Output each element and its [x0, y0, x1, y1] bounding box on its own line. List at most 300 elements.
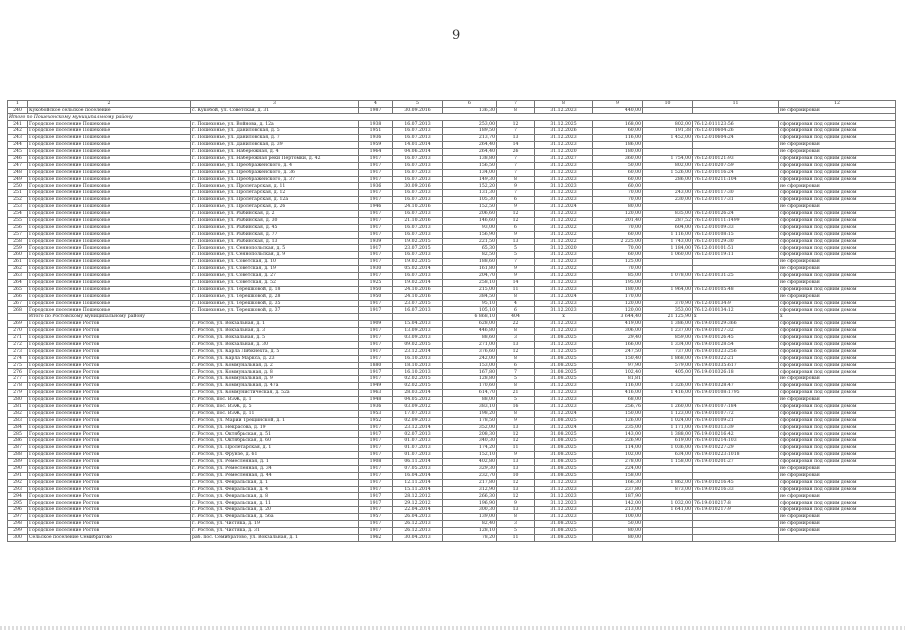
residents-cell: 7	[497, 128, 535, 135]
row-number-cell: 246	[8, 155, 28, 162]
amount-cell: 120,00	[593, 210, 643, 217]
municipality-cell: Городское поселение Пошехонье	[28, 176, 191, 183]
residents-cell: 3	[497, 521, 535, 528]
amount-cell: 419,00	[593, 321, 643, 328]
resettlement-date-cell: 31.12.2023	[535, 135, 593, 142]
recognition-date-cell: 19.02.2015	[393, 259, 443, 266]
address-cell: с. Кукобой, ул. Советская, д. 31	[191, 107, 359, 114]
residents-cell: 8	[497, 514, 535, 521]
resettlement-date-cell: 31.12.2020	[535, 245, 593, 252]
year-built-cell: 1917	[359, 231, 393, 238]
page-number: 9	[452, 28, 461, 43]
recognition-date-cell: 07.05.2013	[393, 465, 443, 472]
address-cell: г. Ростов, ул. Вокзальная, д. 5	[191, 334, 359, 341]
residents-cell: 4	[497, 300, 535, 307]
cadastral-number-cell: 76:12:010129:30	[693, 238, 779, 245]
cadastral-number-cell: 76:12:010119:11	[693, 252, 779, 259]
table-row	[8, 465, 896, 472]
year-built-cell: 1917	[359, 197, 393, 204]
amount-cell: 120,00	[593, 300, 643, 307]
resettlement-date-cell: 31.12.2023	[535, 162, 593, 169]
row-number-cell: 275	[8, 362, 28, 369]
land-area-cell: 1 158,00	[643, 459, 693, 466]
year-built-cell: 1917	[359, 162, 393, 169]
area-cell: 93,00	[443, 224, 497, 231]
recognition-date-cell: 04.05.2012	[393, 397, 443, 404]
year-built-cell: 1917	[359, 452, 393, 459]
resettlement-date-cell: 31.08.2025	[535, 431, 593, 438]
resettlement-date-cell: 31.12.2022	[535, 231, 593, 238]
land-status-cell: сформирован под одним домом	[779, 507, 896, 514]
resettlement-date-cell: 31.08.2025	[535, 452, 593, 459]
recognition-date-cell: 03.09.2013	[393, 334, 443, 341]
table-row	[8, 197, 896, 204]
residents-cell: 8	[497, 410, 535, 417]
municipality-cell: Городское поселение Пошехонье	[28, 217, 191, 224]
municipality-cell: Городское поселение Ростов	[28, 390, 191, 397]
area-cell: 65,30	[443, 245, 497, 252]
amount-cell: 102,00	[593, 452, 643, 459]
recognition-date-cell: 02.02.2015	[393, 383, 443, 390]
residents-cell: 5	[497, 527, 535, 534]
land-area-cell	[643, 266, 693, 273]
resettlement-date-cell: 31.12.2026	[535, 128, 593, 135]
address-cell: г. Пошехонье, ул. Советская, д. 27	[191, 272, 359, 279]
year-built-cell: 1917	[359, 472, 393, 479]
recognition-date-cell: 04.06.2014	[393, 148, 443, 155]
cadastral-number-cell: 76:12:010101:51	[693, 245, 779, 252]
amount-cell: 100,00	[593, 514, 643, 521]
municipality-cell: Городское поселение Ростов	[28, 431, 191, 438]
resettlement-date-cell: 31.12.2020	[535, 148, 593, 155]
resettlement-date-cell: 31.12.2023	[535, 390, 593, 397]
land-status-cell: сформирован под одним домом	[779, 307, 896, 314]
land-status-cell: не сформирован	[779, 472, 896, 479]
residents-cell: 11	[497, 286, 535, 293]
area-cell: 217,80	[443, 479, 497, 486]
recognition-date-cell: 17.07.2013	[393, 410, 443, 417]
address-cell: г. Ростов, пос. ВЭЖ, д. 1	[191, 397, 359, 404]
table-row	[8, 210, 896, 217]
amount-cell: 81,81	[593, 376, 643, 383]
area-cell: 232,70	[443, 472, 497, 479]
row-number-cell: 262	[8, 266, 28, 273]
area-cell: 264,40	[443, 142, 497, 149]
land-area-cell: 1 237,00	[643, 328, 693, 335]
year-built-cell: 1963	[359, 390, 393, 397]
table-row	[8, 259, 896, 266]
residents-cell: 9	[497, 452, 535, 459]
year-built-cell: 1917	[359, 438, 393, 445]
municipality-cell: Городское поселение Пошехонье	[28, 128, 191, 135]
row-number-cell: 251	[8, 190, 28, 197]
amount-cell: 195,00	[593, 279, 643, 286]
resettlement-date-cell: 31.12.2023	[535, 197, 593, 204]
resettlement-date-cell: 31.12.2023	[535, 300, 593, 307]
col-number: 4	[359, 101, 393, 108]
resettlement-date-cell: 31.12.2023	[535, 328, 593, 335]
table-row	[8, 334, 896, 341]
residents-cell: 16	[497, 403, 535, 410]
land-area-cell: 287,52	[643, 217, 693, 224]
recognition-date-cell: 19.02.2014	[393, 279, 443, 286]
land-area-cell: 579,00	[643, 362, 693, 369]
table-row	[8, 397, 896, 404]
area-cell: 208,30	[443, 431, 497, 438]
address-cell: г. Ростов, ул. Пролетарская, д. 1	[191, 445, 359, 452]
row-number-cell: 259	[8, 245, 28, 252]
land-area-cell: 802,00	[643, 121, 693, 128]
year-built-cell: 1917	[359, 272, 393, 279]
municipality-cell: Сельское поселение Семибратово	[28, 534, 191, 541]
residents-cell: 7	[497, 190, 535, 197]
land-status-cell: сформирован под одним домом	[779, 176, 896, 183]
municipality-cell: Городское поселение Пошехонье	[28, 155, 191, 162]
land-area-cell: 370,90	[643, 300, 693, 307]
table-row	[8, 162, 896, 169]
cadastral-number-cell	[693, 293, 779, 300]
municipality-cell: Городское поселение Пошехонье	[28, 190, 191, 197]
municipality-cell: Городское поселение Пошехонье	[28, 204, 191, 211]
amount-cell: 126,00	[593, 417, 643, 424]
table-row	[8, 272, 896, 279]
recognition-date-cell: 28.03.2014	[393, 390, 443, 397]
amount-cell: 180,00	[593, 286, 643, 293]
area-cell: 152,20	[443, 183, 497, 190]
amount-cell: 85,00	[593, 272, 643, 279]
row-number-cell: 290	[8, 465, 28, 472]
resettlement-date-cell: 31.08.2025	[535, 355, 593, 362]
cadastral-number-cell: 76:19:010217:8	[693, 500, 779, 507]
recognition-date-cell: 02.09.2013	[393, 417, 443, 424]
row-number-cell	[8, 314, 28, 321]
year-built-cell: 1938	[359, 121, 393, 128]
recognition-date-cell: 05.02.2014	[393, 266, 443, 273]
land-status-cell: сформирован под одним домом	[779, 410, 896, 417]
amount-cell: 70,00	[593, 224, 643, 231]
land-status-cell: сформирован под одним домом	[779, 334, 896, 341]
year-built-cell: 1930	[359, 266, 393, 273]
residents-cell: 7	[497, 259, 535, 266]
municipality-cell: Городское поселение Пошехонье	[28, 148, 191, 155]
residents-cell: 13	[497, 135, 535, 142]
row-number-cell: 249	[8, 176, 28, 183]
amount-cell: 201,40	[593, 217, 643, 224]
amount-cell: 97,90	[593, 362, 643, 369]
cadastral-number-cell: 76:12:010117:30	[693, 190, 779, 197]
year-built-cell: 1936	[359, 183, 393, 190]
amount-cell: 2 225,00	[593, 238, 643, 245]
table-row	[8, 266, 896, 273]
land-status-cell: не сформирован	[779, 465, 896, 472]
municipality-cell: Городское поселение Ростов	[28, 321, 191, 328]
municipality-cell: Городское поселение Ростов	[28, 514, 191, 521]
row-number-cell: 245	[8, 148, 28, 155]
municipality-cell: Городское поселение Пошехонье	[28, 272, 191, 279]
row-number-cell: 298	[8, 521, 28, 528]
address-cell: г. Ростов, ул. Февральская, д. 8	[191, 493, 359, 500]
recognition-date-cell: 26.12.2013	[393, 521, 443, 528]
amount-cell: 180,00	[593, 148, 643, 155]
residents-cell: 7	[497, 155, 535, 162]
year-built-cell: 1917	[359, 307, 393, 314]
address-cell: г. Пошехонье, ул. Рыбинская, д. 77	[191, 231, 359, 238]
area-cell: 6 868,10	[443, 314, 497, 321]
cadastral-number-cell: 76:19:010227:29	[693, 445, 779, 452]
year-built-cell: 1917	[359, 521, 393, 528]
municipality-cell: Городское поселение Ростов	[28, 348, 191, 355]
land-area-cell: 1 964,00	[643, 286, 693, 293]
recognition-date-cell: 12.11.2014	[393, 479, 443, 486]
year-built-cell: 1917	[359, 169, 393, 176]
land-status-cell: сформирован под одним домом	[779, 417, 896, 424]
amount-cell: 360,00	[593, 155, 643, 162]
municipality-cell: Городское поселение Ростов	[28, 486, 191, 493]
recognition-date-cell: 16.04.2014	[393, 472, 443, 479]
municipality-cell: Городское поселение Ростов	[28, 397, 191, 404]
amount-cell: 235,00	[593, 424, 643, 431]
residents-cell: 14	[497, 279, 535, 286]
municipality-cell: Городское поселение Пошехонье	[28, 307, 191, 314]
amount-cell: 70,00	[593, 245, 643, 252]
land-area-cell: 243,00	[643, 190, 693, 197]
year-built-cell: 1917	[359, 210, 393, 217]
cadastral-number-cell: 76:12:010116:24	[693, 169, 779, 176]
recognition-date-cell: 16.07.2013	[393, 197, 443, 204]
land-status-cell: сформирован под одним домом	[779, 286, 896, 293]
cadastral-number-cell: 76:12:010108:15	[693, 231, 779, 238]
land-status-cell: сформирован под одним домом	[779, 328, 896, 335]
land-status-cell: не сформирован	[779, 397, 896, 404]
table-row	[8, 438, 896, 445]
land-status-cell: не сформирован	[779, 293, 896, 300]
recognition-date-cell: 16.07.2013	[393, 307, 443, 314]
land-status-cell: не сформирован	[779, 148, 896, 155]
area-cell: 266,30	[443, 493, 497, 500]
municipality-cell: Городское поселение Ростов	[28, 521, 191, 528]
land-status-cell: сформирован под одним домом	[779, 500, 896, 507]
col-number: 2	[28, 101, 191, 108]
resettlement-date-cell: 31.12.2027	[535, 155, 593, 162]
area-cell: 352,00	[443, 424, 497, 431]
area-cell: 95,10	[443, 300, 497, 307]
resettlement-date-cell: 31.12.2023	[535, 479, 593, 486]
land-area-cell	[643, 279, 693, 286]
area-cell: 188,60	[443, 259, 497, 266]
address-cell: г. Ростов, ул. Коммунальная, д. 47а	[191, 383, 359, 390]
cadastral-number-cell: 76:19:010335:617	[693, 362, 779, 369]
recognition-date-cell: 16.07.2013	[393, 176, 443, 183]
land-area-cell: 737,00	[643, 348, 693, 355]
address-cell: г. Пошехонье, ул. Рыбинская, д. 2	[191, 210, 359, 217]
table-row	[8, 279, 896, 286]
cadastral-number-cell	[693, 142, 779, 149]
resettlement-date-cell: 31.12.2023	[535, 507, 593, 514]
col-number: 3	[191, 101, 359, 108]
resettlement-date-cell: 31.12.2023	[535, 183, 593, 190]
land-area-cell: 634,00	[643, 452, 693, 459]
recognition-date-cell: 16.07.2013	[393, 169, 443, 176]
year-built-cell: 1917	[359, 334, 393, 341]
address-cell: г. Ростов, ул. Ремесленная, д. 44	[191, 472, 359, 479]
year-built-cell: 1939	[359, 238, 393, 245]
table-row	[8, 204, 896, 211]
row-number-cell: 265	[8, 286, 28, 293]
land-status-cell: не сформирован	[779, 376, 896, 383]
land-status-cell: не сформирован	[779, 514, 896, 521]
land-status-cell: не сформирован	[779, 521, 896, 528]
table-row	[8, 362, 896, 369]
year-built-cell: 1953	[359, 410, 393, 417]
address-cell: г. Ростов, ул. Февральская, д. 20	[191, 507, 359, 514]
address-cell: г. Пошехонье, ул. Терешковой, д. 35	[191, 300, 359, 307]
amount-cell: 168,00	[593, 121, 643, 128]
year-built-cell: 1951	[359, 128, 393, 135]
land-status-cell: не сформирован	[779, 259, 896, 266]
address-cell: г. Пошехонье, ул. Набережная, д. 4	[191, 148, 359, 155]
land-area-cell	[643, 521, 693, 528]
cadastral-number-cell: 76:12:011123:56	[693, 121, 779, 128]
resettlement-date-cell: 31.12.2023	[535, 307, 593, 314]
col-number: 11	[693, 101, 779, 108]
residents-cell: 9	[497, 266, 535, 273]
municipality-cell: Кукобойское сельское поселение	[28, 107, 191, 114]
municipality-cell: Городское поселение Пошехонье	[28, 121, 191, 128]
land-area-cell: 873,00	[643, 486, 693, 493]
municipality-cell: Городское поселение Пошехонье	[28, 162, 191, 169]
row-number-cell: 278	[8, 383, 28, 390]
address-cell: г. Ростов, ул. Фрунзе, д. 61	[191, 452, 359, 459]
municipality-cell: Городское поселение Ростов	[28, 479, 191, 486]
table-row	[8, 148, 896, 155]
table-row	[8, 486, 896, 493]
amount-cell: 114,00	[593, 445, 643, 452]
area-cell: 300,30	[443, 507, 497, 514]
area-cell: 105,30	[443, 197, 497, 204]
resettlement-date-cell: 31.12.2023	[535, 107, 593, 114]
row-number-cell: 294	[8, 493, 28, 500]
amount-cell: 70,00	[593, 266, 643, 273]
year-built-cell: 1917	[359, 155, 393, 162]
residents-cell: 8	[497, 355, 535, 362]
table-row	[8, 307, 896, 314]
municipality-cell: Городское поселение Ростов	[28, 383, 191, 390]
address-cell: г. Пошехонье, ул. Даниловская, д. 39	[191, 142, 359, 149]
year-built-cell: 1917	[359, 341, 393, 348]
resettlement-date-cell: 31.12.2023	[535, 210, 593, 217]
land-area-cell: 1 123,00	[643, 410, 693, 417]
resettlement-date-cell: 31.12.2025	[535, 121, 593, 128]
residents-cell: 21	[497, 390, 535, 397]
recognition-date-cell: 28.12.2012	[393, 493, 443, 500]
row-number-cell: 261	[8, 259, 28, 266]
resettlement-date-cell: 31.12.2025	[535, 348, 593, 355]
area-cell: 242,00	[443, 355, 497, 362]
cadastral-number-cell	[693, 397, 779, 404]
cadastral-number-cell: 76:12:010134:12	[693, 307, 779, 314]
year-built-cell: 1909	[359, 321, 393, 328]
land-area-cell	[643, 142, 693, 149]
resettlement-date-cell: 31.12.2023	[535, 341, 593, 348]
row-number-cell: 255	[8, 217, 28, 224]
area-cell: 204,70	[443, 272, 497, 279]
row-number-cell: 271	[8, 334, 28, 341]
land-area-cell: 1 526,00	[643, 169, 693, 176]
municipality-cell: Городское поселение Пошехонье	[28, 210, 191, 217]
land-area-cell	[643, 514, 693, 521]
municipality-cell: Городское поселение Ростов	[28, 459, 191, 466]
land-status-cell: сформирован под одним домом	[779, 390, 896, 397]
land-area-cell: 1 452,00	[643, 135, 693, 142]
resettlement-date-cell: 31.12.2023	[535, 397, 593, 404]
address-cell: г. Ростов, ул. Коммунистическая, д. 52а	[191, 390, 359, 397]
address-cell: г. Пошехонье, ул. Советская, д. 19	[191, 266, 359, 273]
cadastral-number-cell: 76:19:010326:18	[693, 369, 779, 376]
land-status-cell: сформирован под одним домом	[779, 321, 896, 328]
residents-cell: 13	[497, 424, 535, 431]
address-cell: г. Пошехонье, ул. Пролетарская, д. 12а	[191, 197, 359, 204]
residents-cell: 12	[497, 217, 535, 224]
area-cell: 88,00	[443, 397, 497, 404]
area-cell: 213,70	[443, 135, 497, 142]
land-status-cell: сформирован под одним домом	[779, 362, 896, 369]
municipality-cell: Городское поселение Ростов	[28, 355, 191, 362]
municipality-cell: Итого по Ростовскому муниципальному району	[28, 314, 191, 321]
table-row	[8, 376, 896, 383]
recognition-date-cell: 16.07.2013	[393, 272, 443, 279]
residents-cell: 5	[497, 252, 535, 259]
cadastral-number-cell: 76:19:010129:366	[693, 321, 779, 328]
land-status-cell: сформирован под одним домом	[779, 135, 896, 142]
recognition-date-cell: 16.07.2013	[393, 135, 443, 142]
land-area-cell: 1 184,00	[643, 245, 693, 252]
cadastral-number-cell: 76:19:010216:42	[693, 431, 779, 438]
area-cell: 264,40	[443, 148, 497, 155]
row-number-cell: 266	[8, 293, 28, 300]
municipality-cell: Городское поселение Пошехонье	[28, 169, 191, 176]
address-cell: г. Ростов, ул. Февральская, д. 4	[191, 486, 359, 493]
table-row	[8, 521, 896, 528]
year-built-cell: 1949	[359, 383, 393, 390]
address-cell: г. Пошехонье, ул. Сеннопольская, д. 5	[191, 245, 359, 252]
residents-cell: 9	[497, 183, 535, 190]
address-cell: г. Ростов, пос. ВЭЖ, д. 5	[191, 403, 359, 410]
address-cell: г. Пошехонье, ул. Преображенского, д. 36	[191, 169, 359, 176]
municipality-cell: Городское поселение Ростов	[28, 403, 191, 410]
address-cell: г. Пошехонье, ул. Войнова, д. 12а	[191, 121, 359, 128]
table-row	[8, 514, 896, 521]
recognition-date-cell: 18.10.2013	[393, 362, 443, 369]
year-built-cell: 1950	[359, 293, 393, 300]
area-cell: 215,00	[443, 286, 497, 293]
area-cell: 206,60	[443, 210, 497, 217]
recognition-date-cell: 02.07.2013	[393, 431, 443, 438]
address-cell: г. Ростов, ул. Карла Маркса, д. 23	[191, 355, 359, 362]
amount-cell: 80,00	[593, 534, 643, 541]
area-cell: 170,60	[443, 383, 497, 390]
table-row	[8, 286, 896, 293]
area-cell: 384,50	[443, 293, 497, 300]
table-row	[8, 135, 896, 142]
resettlement-date-cell: 31.12.2023	[535, 169, 593, 176]
table-row	[8, 479, 896, 486]
land-area-cell: 230,00	[643, 197, 693, 204]
residents-cell: 8	[497, 383, 535, 390]
address-cell: г. Ростов, ул. Вокзальная, д. 30	[191, 341, 359, 348]
residents-cell: 6	[497, 307, 535, 314]
address-cell: г. Пошехонье, ул. Даниловская, д. 5	[191, 128, 359, 135]
address-cell: г. Ростов, ул. Коммунальная, д. 2	[191, 362, 359, 369]
